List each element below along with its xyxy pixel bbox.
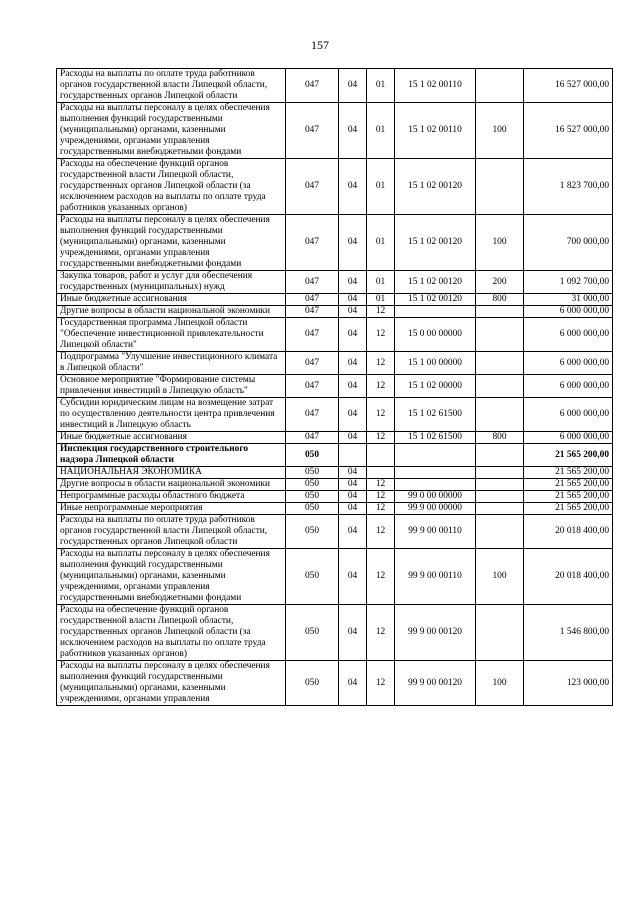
target-article: 99 9 00 00110 [395,549,476,605]
ministry-code: 047 [286,215,339,271]
expense-type [476,605,524,661]
target-article: 15 1 02 61500 [395,432,476,444]
row-name: Расходы на выплаты персоналу в целях обеспечения выполнения функций государственными (муниципальными) органами, казенными учреждениями, органами управления государственными внебюджетными фондами [57,549,286,605]
section-code: 04 [339,294,367,306]
table-row [57,271,613,294]
sum-amount: 31 000,00 [524,294,613,306]
table-row [57,491,613,503]
subsection-code: 12 [367,432,395,444]
ministry-code: 050 [286,467,339,479]
row-name: Расходы на обеспечение функций органов государственной власти Липецкой области, государственных органов Липецкой области (за исключением расходов на выплаты по оплате труда работников указанных органов) [57,159,286,215]
table-row [57,375,613,398]
sum-amount: 20 018 400,00 [524,515,613,549]
expense-type [476,69,524,103]
subsection-code [367,467,395,479]
sum-amount: 6 000 000,00 [524,432,613,444]
row-name: Субсидии юридическим лицам на возмещение затрат по осуществлению деятельности центра привлечения инвестиций в Липецкую область [57,398,286,432]
table-row [57,503,613,515]
expense-type [476,515,524,549]
page-number: 157 [311,38,329,52]
expense-type: 800 [476,432,524,444]
row-name: Иные бюджетные ассигнования [57,294,286,306]
target-article: 15 1 00 00000 [395,352,476,375]
section-code: 04 [339,503,367,515]
section-code: 04 [339,515,367,549]
target-article: 99 9 00 00000 [395,503,476,515]
row-name: Расходы на выплаты персоналу в целях обеспечения выполнения функций государственными (муниципальными) органами, казенными учреждениями, органами управления [57,661,286,706]
section-code [339,444,367,467]
subsection-code: 12 [367,318,395,352]
row-name: Расходы на выплаты персоналу в целях обеспечения выполнения функций государственными (муниципальными) органами, казенными учреждениями, органами управления государственными внебюджетными фондами [57,215,286,271]
sum-amount: 21 565 200,00 [524,479,613,491]
expense-type [476,467,524,479]
subsection-code: 01 [367,294,395,306]
ministry-code: 047 [286,306,339,318]
ministry-code: 047 [286,103,339,159]
row-name: Иные бюджетные ассигнования [57,432,286,444]
expense-type: 200 [476,271,524,294]
subsection-code: 01 [367,271,395,294]
sum-amount: 21 565 200,00 [524,491,613,503]
section-code: 04 [339,352,367,375]
sum-amount: 1 546 800,00 [524,605,613,661]
section-code: 04 [339,491,367,503]
expense-type [476,352,524,375]
table-row [57,467,613,479]
section-code: 04 [339,69,367,103]
target-article: 15 1 02 00110 [395,69,476,103]
sum-amount: 1 092 700,00 [524,271,613,294]
section-code: 04 [339,479,367,491]
sum-amount: 1 823 700,00 [524,159,613,215]
target-article [395,467,476,479]
expense-type: 800 [476,294,524,306]
subsection-code: 01 [367,159,395,215]
target-article [395,444,476,467]
subsection-code [367,444,395,467]
expense-type [476,398,524,432]
subsection-code: 01 [367,103,395,159]
sum-amount: 21 565 200,00 [524,467,613,479]
row-name: Государственная программа Липецкой области "Обеспечение инвестиционной привлекательности Липецкой области" [57,318,286,352]
target-article: 15 1 02 00120 [395,159,476,215]
ministry-code: 050 [286,605,339,661]
row-name: Инспекция государственного строительного надзора Липецкой области [57,444,286,467]
expense-type: 100 [476,661,524,706]
table-row [57,398,613,432]
target-article: 15 1 02 00110 [395,103,476,159]
section-code: 04 [339,159,367,215]
subsection-code: 12 [367,491,395,503]
section-code: 04 [339,432,367,444]
row-name: Расходы на выплаты по оплате труда работников органов государственной власти Липецкой области, государственных органов Липецкой области [57,69,286,103]
subsection-code: 12 [367,306,395,318]
expense-type [476,444,524,467]
target-article: 15 0 00 00000 [395,318,476,352]
row-name: Закупка товаров, работ и услуг для обеспечения государственных (муниципальных) нужд [57,271,286,294]
expense-type [476,375,524,398]
ministry-code: 050 [286,491,339,503]
subsection-code: 12 [367,549,395,605]
table-row [57,352,613,375]
expense-type: 100 [476,103,524,159]
sum-amount: 6 000 000,00 [524,375,613,398]
target-article [395,306,476,318]
table-row [57,549,613,605]
expense-type [476,491,524,503]
ministry-code: 050 [286,479,339,491]
table-row [57,318,613,352]
table-body [57,69,613,706]
sum-amount: 16 527 000,00 [524,69,613,103]
table-row [57,294,613,306]
sum-amount: 700 000,00 [524,215,613,271]
sum-amount: 20 018 400,00 [524,549,613,605]
table-row [57,69,613,103]
expense-type [476,318,524,352]
ministry-code: 050 [286,444,339,467]
sum-amount: 6 000 000,00 [524,306,613,318]
sum-amount: 123 000,00 [524,661,613,706]
budget-table [56,68,613,706]
ministry-code: 050 [286,515,339,549]
subsection-code: 12 [367,375,395,398]
table-row [57,215,613,271]
target-article: 15 1 02 00000 [395,375,476,398]
sum-amount: 21 565 200,00 [524,503,613,515]
ministry-code: 047 [286,294,339,306]
section-code: 04 [339,661,367,706]
expense-type: 100 [476,549,524,605]
ministry-code: 047 [286,159,339,215]
row-name: Подпрограмма "Улучшение инвестиционного климата в Липецкой области" [57,352,286,375]
ministry-code: 047 [286,432,339,444]
ministry-code: 047 [286,375,339,398]
table-row [57,444,613,467]
target-article: 99 9 00 00120 [395,605,476,661]
row-name: Расходы на выплаты персоналу в целях обеспечения выполнения функций государственными (муниципальными) органами, казенными учреждениями, органами управления государственными внебюджетными фондами [57,103,286,159]
ministry-code: 050 [286,661,339,706]
table-row [57,306,613,318]
subsection-code: 12 [367,605,395,661]
ministry-code: 047 [286,318,339,352]
ministry-code: 047 [286,398,339,432]
expense-type [476,479,524,491]
table-row [57,432,613,444]
row-name: Основное мероприятие "Формирование системы привлечения инвестиций в Липецкую область" [57,375,286,398]
section-code: 04 [339,605,367,661]
row-name: Непрограммные расходы областного бюджета [57,491,286,503]
table-row [57,515,613,549]
ministry-code: 047 [286,69,339,103]
subsection-code: 12 [367,352,395,375]
subsection-code: 12 [367,398,395,432]
subsection-code: 01 [367,69,395,103]
target-article: 99 0 00 00000 [395,491,476,503]
expense-type [476,306,524,318]
target-article: 99 9 00 00120 [395,661,476,706]
section-code: 04 [339,467,367,479]
subsection-code: 12 [367,479,395,491]
sum-amount: 6 000 000,00 [524,352,613,375]
target-article [395,479,476,491]
section-code: 04 [339,215,367,271]
target-article: 99 9 00 00110 [395,515,476,549]
subsection-code: 12 [367,661,395,706]
subsection-code: 12 [367,515,395,549]
expense-type [476,503,524,515]
row-name: Другие вопросы в области национальной экономики [57,306,286,318]
sum-amount: 16 527 000,00 [524,103,613,159]
target-article: 15 1 02 61500 [395,398,476,432]
table-row [57,479,613,491]
ministry-code: 047 [286,271,339,294]
sum-amount: 21 565 200,00 [524,444,613,467]
expense-type: 100 [476,215,524,271]
ministry-code: 050 [286,503,339,515]
target-article: 15 1 02 00120 [395,215,476,271]
sum-amount: 6 000 000,00 [524,318,613,352]
row-name: Другие вопросы в области национальной экономики [57,479,286,491]
table-row [57,661,613,706]
row-name: НАЦИОНАЛЬНАЯ ЭКОНОМИКА [57,467,286,479]
subsection-code: 12 [367,503,395,515]
section-code: 04 [339,103,367,159]
section-code: 04 [339,306,367,318]
section-code: 04 [339,271,367,294]
section-code: 04 [339,549,367,605]
target-article: 15 1 02 00120 [395,294,476,306]
table-row [57,159,613,215]
section-code: 04 [339,375,367,398]
section-code: 04 [339,318,367,352]
ministry-code: 047 [286,352,339,375]
target-article: 15 1 02 00120 [395,271,476,294]
section-code: 04 [339,398,367,432]
ministry-code: 050 [286,549,339,605]
row-name: Расходы на выплаты по оплате труда работников органов государственной власти Липецкой области, государственных органов Липецкой области [57,515,286,549]
table-row [57,605,613,661]
sum-amount: 6 000 000,00 [524,398,613,432]
expense-type [476,159,524,215]
table-row [57,103,613,159]
row-name: Иные непрограммные мероприятия [57,503,286,515]
subsection-code: 01 [367,215,395,271]
row-name: Расходы на обеспечение функций органов государственной власти Липецкой области, государственных органов Липецкой области (за исключением расходов на выплаты по оплате труда работников указанных органов) [57,605,286,661]
